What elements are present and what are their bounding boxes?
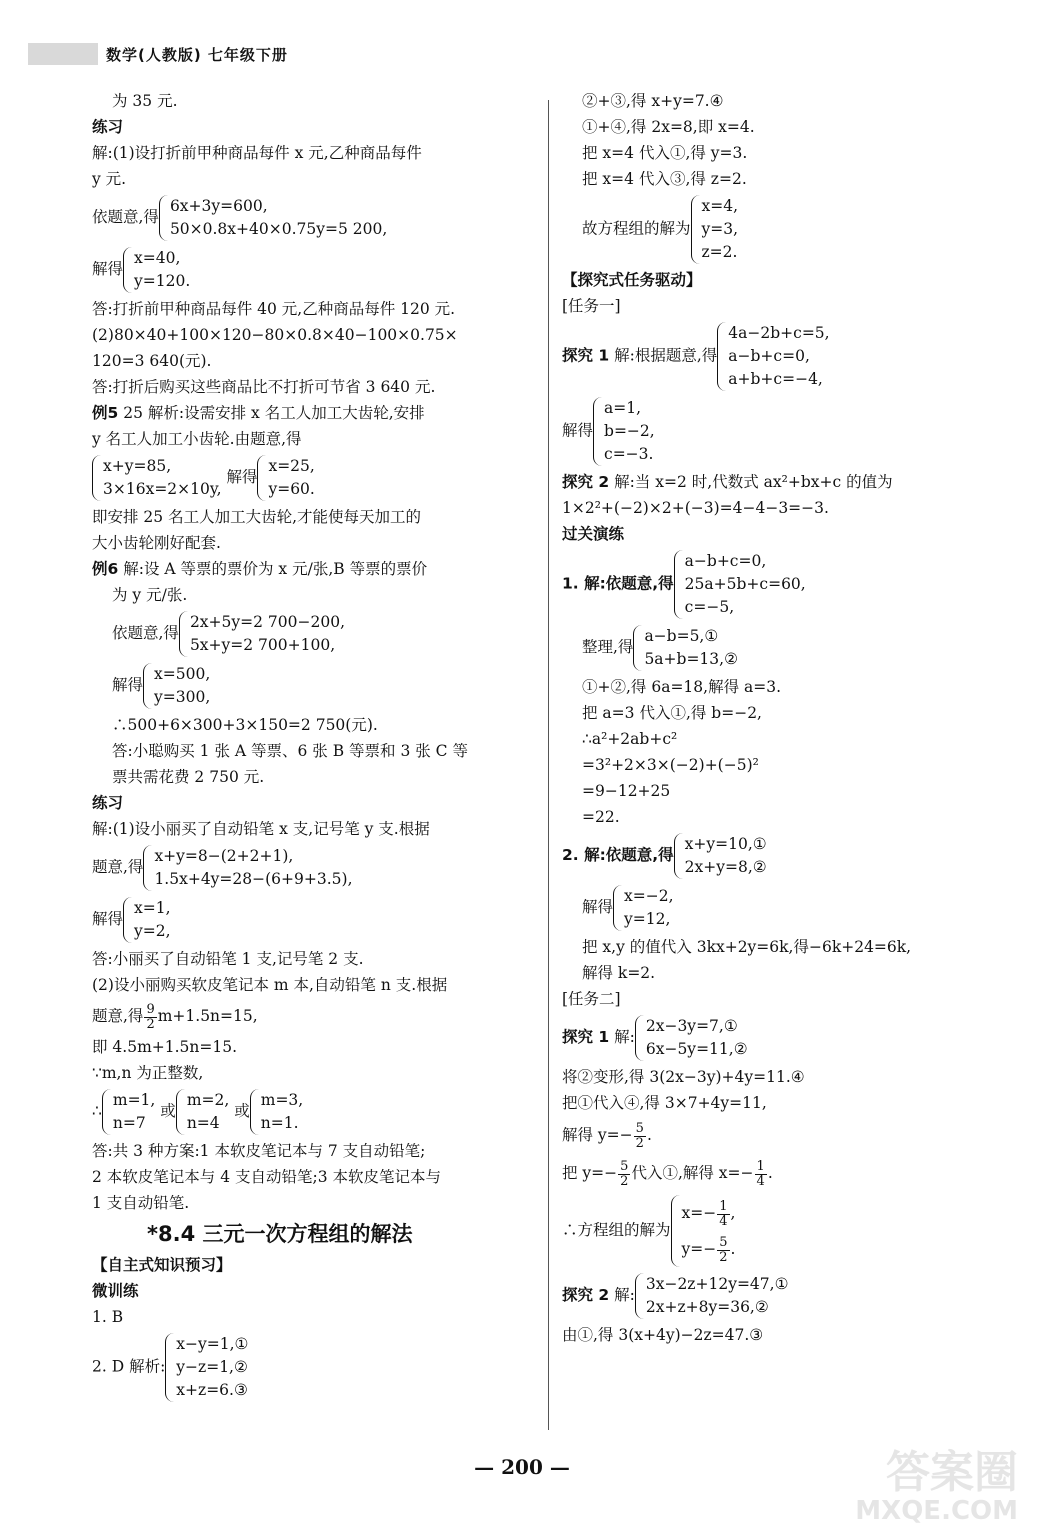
therefore-symbol: ∴ bbox=[92, 1102, 102, 1120]
text: x=− bbox=[681, 1204, 717, 1222]
text: 解得 bbox=[112, 676, 144, 694]
denominator: 2 bbox=[620, 1173, 629, 1189]
equation: m=2, bbox=[186, 1091, 230, 1109]
equation: 25a+5b+c=60, bbox=[684, 575, 806, 593]
exercise-heading: 练习 bbox=[92, 118, 124, 136]
text: 解:根据题意,得 bbox=[614, 346, 718, 365]
equation-system bbox=[674, 833, 767, 879]
text-line: 把①代入④,得 3×7+4y=11, bbox=[562, 1094, 767, 1112]
text: 解:设 A 等票的票价为 x 元/张,B 等票的票价 bbox=[123, 560, 428, 578]
fraction bbox=[634, 1122, 646, 1151]
example-label: 例5 bbox=[92, 404, 119, 422]
brace bbox=[123, 897, 132, 943]
example-line bbox=[92, 400, 542, 426]
equation: y=12, bbox=[624, 910, 671, 928]
brace bbox=[176, 1089, 185, 1135]
text: 解:当 x=2 时,代数式 ax²+bx+c 的值为 bbox=[614, 473, 893, 491]
equation-system bbox=[674, 550, 806, 619]
text-line: 把 x,y 的值代入 3kx+2y=6k,得−6k+24=6k, bbox=[582, 938, 912, 956]
text-line: 解:(1)设小丽买了自动铅笔 x 支,记号笔 y 支.根据 bbox=[92, 820, 430, 838]
equation-line bbox=[562, 1154, 992, 1192]
equation: n=7 bbox=[112, 1114, 146, 1132]
equation: n=1. bbox=[260, 1114, 299, 1132]
equation: a=1, bbox=[604, 399, 642, 417]
subsection-heading: 【自主式知识预习】 bbox=[92, 1256, 232, 1274]
brace bbox=[159, 195, 168, 241]
text-line: 由①,得 3(x+4y)−2z=47.③ bbox=[562, 1326, 764, 1344]
equation: c=−5, bbox=[684, 598, 735, 616]
equation-line bbox=[562, 547, 992, 622]
page-number: — 200 — bbox=[474, 1455, 570, 1479]
explore-label: 探究 2 bbox=[562, 1286, 610, 1304]
text: 解得 y=− bbox=[562, 1126, 633, 1144]
text: 或 bbox=[160, 1102, 176, 1120]
equation: 6x+3y=600, bbox=[169, 197, 268, 215]
brace bbox=[102, 1089, 111, 1135]
equation: y=300, bbox=[154, 688, 211, 706]
watermark-logo bbox=[838, 1436, 1028, 1526]
example-line bbox=[92, 556, 542, 582]
equation: y−z=1,② bbox=[176, 1358, 248, 1376]
equation-system bbox=[102, 1089, 155, 1135]
equation-system bbox=[717, 322, 829, 391]
text-line: =9−12+25 bbox=[582, 782, 671, 800]
equation bbox=[682, 1195, 736, 1231]
text: 代入①,解得 x=− bbox=[631, 1164, 754, 1182]
equation-line bbox=[562, 830, 992, 882]
equation-system bbox=[635, 1015, 748, 1061]
equation-line bbox=[562, 319, 992, 394]
equation-line bbox=[92, 192, 542, 244]
text: 解: bbox=[614, 1286, 635, 1304]
brace bbox=[179, 611, 188, 657]
text-line: 答:打折后购买这些商品比不打折可节省 3 640 元. bbox=[92, 378, 436, 396]
answer-line: 1. B bbox=[92, 1308, 124, 1326]
brace bbox=[691, 195, 700, 264]
brace bbox=[717, 322, 726, 391]
equation-system bbox=[92, 455, 222, 501]
text: 1. 解:依题意,得 bbox=[562, 574, 674, 593]
equation: 3x−2z+12y=47,① bbox=[645, 1275, 789, 1293]
denominator: 4 bbox=[756, 1173, 765, 1189]
text: 依题意,得 bbox=[92, 208, 159, 226]
equation-system bbox=[633, 625, 738, 671]
equation: a−b+c=0, bbox=[728, 347, 810, 365]
fraction bbox=[717, 1236, 729, 1265]
equation: 2x+5y=2 700−200, bbox=[189, 613, 346, 631]
text: 2. D 解析: bbox=[92, 1357, 166, 1376]
brace bbox=[123, 247, 132, 293]
text-line: ∵m,n 为正整数, bbox=[92, 1064, 204, 1082]
text-line bbox=[562, 469, 992, 495]
equation: x=25, bbox=[268, 457, 315, 475]
equation-system bbox=[143, 663, 210, 709]
text: . bbox=[730, 1240, 736, 1258]
equation: 5x+y=2 700+100, bbox=[189, 636, 336, 654]
header-gray-bar bbox=[28, 43, 98, 65]
equation-line bbox=[92, 608, 542, 660]
brace bbox=[143, 663, 152, 709]
text: 25 解析:设需安排 x 名工人加工大齿轮,安排 bbox=[123, 404, 425, 422]
text: y=− bbox=[681, 1240, 717, 1258]
equation: 6x−5y=11,② bbox=[645, 1040, 748, 1058]
left-column bbox=[92, 88, 542, 1405]
numerator: 1 bbox=[756, 1158, 765, 1174]
text: 解得 bbox=[582, 898, 614, 916]
text: m+1.5n=15, bbox=[157, 1007, 258, 1025]
right-column bbox=[562, 88, 992, 1348]
equation-line bbox=[562, 394, 992, 469]
equation-line bbox=[92, 244, 542, 296]
equation-system bbox=[613, 885, 674, 931]
brace bbox=[143, 845, 152, 891]
text-line: 为 y 元/张. bbox=[112, 586, 188, 604]
text: ∴方程组的解为 bbox=[562, 1221, 671, 1239]
equation-system bbox=[123, 247, 190, 293]
numerator: 5 bbox=[635, 1120, 644, 1136]
text-line: 答:小丽买了自动铅笔 1 支,记号笔 2 支. bbox=[92, 950, 364, 968]
brace bbox=[674, 833, 683, 879]
text: 整理,得 bbox=[582, 638, 634, 656]
text-line: ①+②,得 6a=18,解得 a=3. bbox=[582, 678, 782, 696]
equation-system bbox=[635, 1273, 789, 1319]
equation-line bbox=[562, 882, 992, 934]
brace bbox=[633, 625, 642, 671]
example-label: 例6 bbox=[92, 560, 119, 578]
section-title: *8.4 三元一次方程组的解法 bbox=[147, 1222, 413, 1246]
explore-label: 探究 1 bbox=[562, 346, 610, 365]
equation-line bbox=[92, 660, 542, 712]
text-line: 把 x=4 代入①,得 y=3. bbox=[582, 144, 748, 162]
fraction bbox=[755, 1160, 767, 1189]
brace bbox=[635, 1015, 644, 1061]
equation: 4a−2b+c=5, bbox=[728, 324, 830, 342]
equation-system bbox=[165, 1333, 248, 1402]
equation: x+y=10,① bbox=[684, 835, 767, 853]
equation-line bbox=[92, 452, 542, 504]
brace bbox=[613, 885, 622, 931]
equation-line bbox=[562, 1192, 992, 1270]
equation-line bbox=[562, 192, 992, 267]
text-line: 答:共 3 种方案:1 本软皮笔记本与 7 支自动铅笔; bbox=[92, 1142, 426, 1160]
denominator: 2 bbox=[146, 1016, 155, 1032]
text: . bbox=[767, 1164, 773, 1182]
text: 把 y=− bbox=[562, 1164, 618, 1182]
brace bbox=[671, 1195, 680, 1267]
equation: y=2, bbox=[134, 922, 171, 940]
text-line: 为 35 元. bbox=[112, 92, 178, 110]
text-line: ∴a²+2ab+c² bbox=[582, 730, 678, 748]
fraction bbox=[618, 1160, 630, 1189]
text: 解得 bbox=[92, 260, 124, 278]
equation: m=1, bbox=[112, 1091, 156, 1109]
equation-line bbox=[562, 622, 992, 674]
text-line: 答:打折前甲种商品每件 40 元,乙种商品每件 120 元. bbox=[92, 300, 456, 318]
watermark-text: 答案圈 bbox=[886, 1447, 1018, 1498]
subsection-heading: 【探究式任务驱动】 bbox=[562, 271, 702, 289]
equation: x+z=6.③ bbox=[176, 1381, 248, 1399]
header-title: 数学(人教版) 七年级下册 bbox=[106, 45, 288, 64]
equation: x=4, bbox=[701, 197, 739, 215]
task-heading: [任务二] bbox=[562, 990, 621, 1008]
equation-line bbox=[92, 998, 542, 1034]
denominator: 2 bbox=[719, 1249, 728, 1265]
text: 题意,得 bbox=[92, 1007, 144, 1025]
text-line: y 元. bbox=[92, 170, 127, 188]
numerator: 5 bbox=[620, 1158, 629, 1174]
equation: x+y=85, bbox=[103, 457, 172, 475]
text: 题意,得 bbox=[92, 858, 144, 876]
watermark-url: MXQE.COM bbox=[855, 1496, 1018, 1526]
text: 2. 解:依题意,得 bbox=[562, 846, 674, 864]
text-line: 把 a=3 代入①,得 b=−2, bbox=[582, 704, 762, 722]
equation-system bbox=[159, 195, 387, 241]
text-line: ∴500+6×300+3×150=2 750(元). bbox=[112, 716, 378, 734]
equation: b=−2, bbox=[604, 422, 655, 440]
equation-system bbox=[123, 897, 171, 943]
text-line: (2)设小丽购买软皮笔记本 m 本,自动铅笔 n 支.根据 bbox=[92, 976, 448, 994]
numerator: 1 bbox=[719, 1198, 728, 1214]
equation: 5a+b=13,② bbox=[644, 650, 738, 668]
text-line: 答:小聪购买 1 张 A 等票、6 张 B 等票和 3 张 C 等 bbox=[112, 742, 468, 760]
text: 解得 bbox=[92, 910, 124, 928]
equation-system bbox=[671, 1195, 736, 1267]
task-heading: [任务一] bbox=[562, 297, 621, 315]
explore-label: 探究 2 bbox=[562, 473, 610, 491]
equation: a−b=5,① bbox=[644, 627, 719, 645]
text-line: 大小齿轮刚好配套. bbox=[92, 534, 221, 552]
text: . bbox=[646, 1126, 652, 1144]
equation-line bbox=[92, 1086, 542, 1138]
subsection-heading: 微训练 bbox=[92, 1282, 139, 1300]
text: 或 bbox=[234, 1102, 250, 1120]
equation: x=−2, bbox=[624, 887, 674, 905]
text-line: 即安排 25 名工人加工大齿轮,才能使每天加工的 bbox=[92, 508, 422, 526]
brace bbox=[593, 397, 602, 466]
brace bbox=[250, 1089, 259, 1135]
numerator: 5 bbox=[719, 1234, 728, 1250]
equation-system bbox=[176, 1089, 229, 1135]
equation: 3×16x=2×10y, bbox=[103, 480, 222, 498]
text-line: 解:(1)设打折前甲种商品每件 x 元,乙种商品每件 bbox=[92, 144, 422, 162]
brace bbox=[165, 1333, 174, 1402]
equation-line bbox=[92, 894, 542, 946]
equation: 2x−3y=7,① bbox=[645, 1017, 738, 1035]
text: 解: bbox=[614, 1028, 635, 1046]
equation-system bbox=[257, 455, 314, 501]
equation: x−y=1,① bbox=[176, 1335, 249, 1353]
equation: x=1, bbox=[134, 899, 171, 917]
equation: x+y=8−(2+2+1), bbox=[154, 847, 294, 865]
equation: a+b+c=−4, bbox=[728, 370, 823, 388]
text-line: =22. bbox=[582, 808, 620, 826]
equation: c=−3. bbox=[604, 445, 654, 463]
text: , bbox=[730, 1204, 736, 1222]
denominator: 4 bbox=[719, 1213, 728, 1229]
text-line: ②+③,得 x+y=7.④ bbox=[582, 92, 724, 110]
equation: m=3, bbox=[260, 1091, 304, 1109]
equation-system bbox=[250, 1089, 303, 1135]
text-line: 1 支自动铅笔. bbox=[92, 1194, 190, 1212]
brace bbox=[92, 455, 101, 501]
text-line: =3²+2×3×(−2)+(−5)² bbox=[582, 756, 759, 774]
equation: y=120. bbox=[134, 272, 191, 290]
text: 解得 bbox=[562, 421, 594, 440]
fraction bbox=[717, 1200, 729, 1229]
equation-line bbox=[562, 1270, 992, 1322]
equation-system bbox=[179, 611, 345, 657]
text: 解得 bbox=[226, 468, 258, 486]
brace bbox=[635, 1273, 644, 1319]
equation: 50×0.8x+40×0.75y=5 200, bbox=[169, 220, 388, 238]
equation bbox=[682, 1231, 736, 1267]
equation-line bbox=[92, 1330, 542, 1405]
equation: 2x+y=8,② bbox=[684, 858, 767, 876]
numerator: 9 bbox=[146, 1001, 155, 1017]
page-header bbox=[28, 42, 288, 66]
equation: z=2. bbox=[701, 243, 738, 261]
text-line: 将②变形,得 3(2x−3y)+4y=11.④ bbox=[562, 1068, 805, 1086]
fraction bbox=[144, 1003, 156, 1032]
equation: y=60. bbox=[268, 480, 315, 498]
text-line: 把 x=4 代入③,得 z=2. bbox=[582, 170, 747, 188]
text-line: (2)80×40+100×120−80×0.8×40−100×0.75× bbox=[92, 326, 458, 344]
subsection-heading: 过关演练 bbox=[562, 525, 625, 543]
text-line: ①+④,得 2x=8,即 x=4. bbox=[582, 118, 755, 136]
brace bbox=[257, 455, 266, 501]
text: 依题意,得 bbox=[112, 624, 179, 642]
column-divider bbox=[548, 100, 549, 1430]
equation-system bbox=[593, 397, 655, 466]
brace bbox=[674, 550, 683, 619]
text-line: 解得 k=2. bbox=[582, 964, 656, 982]
equation: x=500, bbox=[154, 665, 211, 683]
text: 故方程组的解为 bbox=[582, 219, 691, 238]
exercise-heading: 练习 bbox=[92, 794, 124, 812]
equation-line bbox=[562, 1116, 992, 1154]
equation: y=3, bbox=[701, 220, 739, 238]
text-line: 即 4.5m+1.5n=15. bbox=[92, 1038, 238, 1056]
text-line: 1×2²+(−2)×2+(−3)=4−4−3=−3. bbox=[562, 499, 829, 517]
equation-system bbox=[143, 845, 352, 891]
denominator: 2 bbox=[635, 1135, 644, 1151]
text-line: y 名工人加工小齿轮.由题意,得 bbox=[92, 430, 302, 448]
text-line: 2 本软皮笔记本与 4 支自动铅笔;3 本软皮笔记本与 bbox=[92, 1168, 442, 1186]
equation: a−b+c=0, bbox=[684, 552, 767, 570]
equation: 1.5x+4y=28−(6+9+3.5), bbox=[154, 870, 353, 888]
text-line: 120=3 640(元). bbox=[92, 352, 212, 370]
text-line: 票共需花费 2 750 元. bbox=[112, 768, 265, 786]
equation-line bbox=[562, 1012, 992, 1064]
explore-label: 探究 1 bbox=[562, 1028, 610, 1046]
equation: x=40, bbox=[134, 249, 181, 267]
equation-line bbox=[92, 842, 542, 894]
equation: 2x+z+8y=36,② bbox=[645, 1298, 769, 1316]
equation-system bbox=[691, 195, 739, 264]
equation: n=4 bbox=[186, 1114, 220, 1132]
